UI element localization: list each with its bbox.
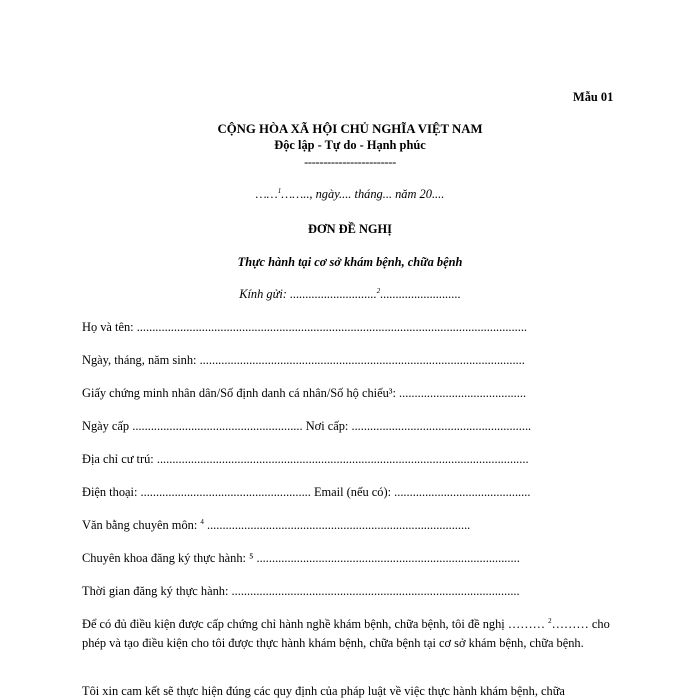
motto: Độc lập - Tự do - Hạnh phúc [274, 138, 426, 152]
nation-heading: CỘNG HÒA XÃ HỘI CHỦ NGHĨA VIỆT NAM [217, 122, 483, 136]
footnote-ref-4: 4 [200, 518, 204, 526]
field-professional-degree[interactable] [82, 518, 470, 533]
field-practice-duration[interactable]: Thời gian đăng ký thực hành: ............................................................................................. [82, 584, 520, 598]
request-part-1: Để có đủ điều kiện được cấp chứng chỉ hành nghề khám bệnh, chữa bệnh, tôi đề nghị ……… [82, 617, 546, 631]
footnote-ref-1: 1 [277, 187, 282, 195]
recipient-label: Kính gửi: ............................ [239, 287, 377, 301]
date-rest: …….., ngày.... tháng... năm 20.... [281, 187, 445, 201]
field-phone-email[interactable]: Điện thoại: ....................................................... Email (nếu có): ............................................ [82, 485, 531, 499]
document-title: ĐƠN ĐỀ NGHỊ [308, 222, 392, 236]
recipient-tail: .......................... [380, 287, 461, 301]
footnote-ref-2: 2 [376, 287, 381, 295]
field-id-number[interactable]: Giấy chứng minh nhân dân/Số định danh cá nhân/Số hộ chiếu³: ......................................... [82, 386, 527, 400]
date-prefix: …… [255, 187, 278, 201]
professional-degree-label: Văn bằng chuyên môn: [82, 518, 201, 532]
commitment-paragraph: Tôi xin cam kết sẽ thực hiện đúng các quy định của pháp luật về việc thực hành khám bệnh, chữa [82, 684, 565, 698]
footnote-ref-2b: 2 [548, 617, 552, 625]
document-subtitle: Thực hành tại cơ sở khám bệnh, chữa bệnh [237, 255, 463, 269]
professional-degree-tail: ..................................................................................... [203, 518, 471, 532]
motto-divider: ------------------------ [304, 155, 396, 169]
request-part-2: ……… cho phép và tạo điều kiện cho tôi được thực hành khám bệnh, chữa bệnh tại cơ sở khám bệnh, chữa bệnh. [82, 617, 610, 650]
request-paragraph [82, 615, 618, 653]
date-line [0, 187, 700, 202]
field-full-name[interactable]: Họ và tên: .............................................................................................................................. [82, 320, 528, 334]
field-registered-specialty[interactable]: Chuyên khoa đăng ký thực hành: ⁵ ..................................................................................... [82, 551, 520, 565]
recipient-line [0, 287, 700, 302]
form-code: Mẫu 01 [573, 90, 614, 104]
field-date-of-birth[interactable]: Ngày, tháng, năm sinh: ......................................................................................................... [82, 353, 525, 367]
field-issue-date-place[interactable]: Ngày cấp ....................................................... Nơi cấp: .......................................................... [82, 419, 532, 433]
field-residence-address[interactable]: Địa chỉ cư trú: ........................................................................................................................ [82, 452, 529, 466]
